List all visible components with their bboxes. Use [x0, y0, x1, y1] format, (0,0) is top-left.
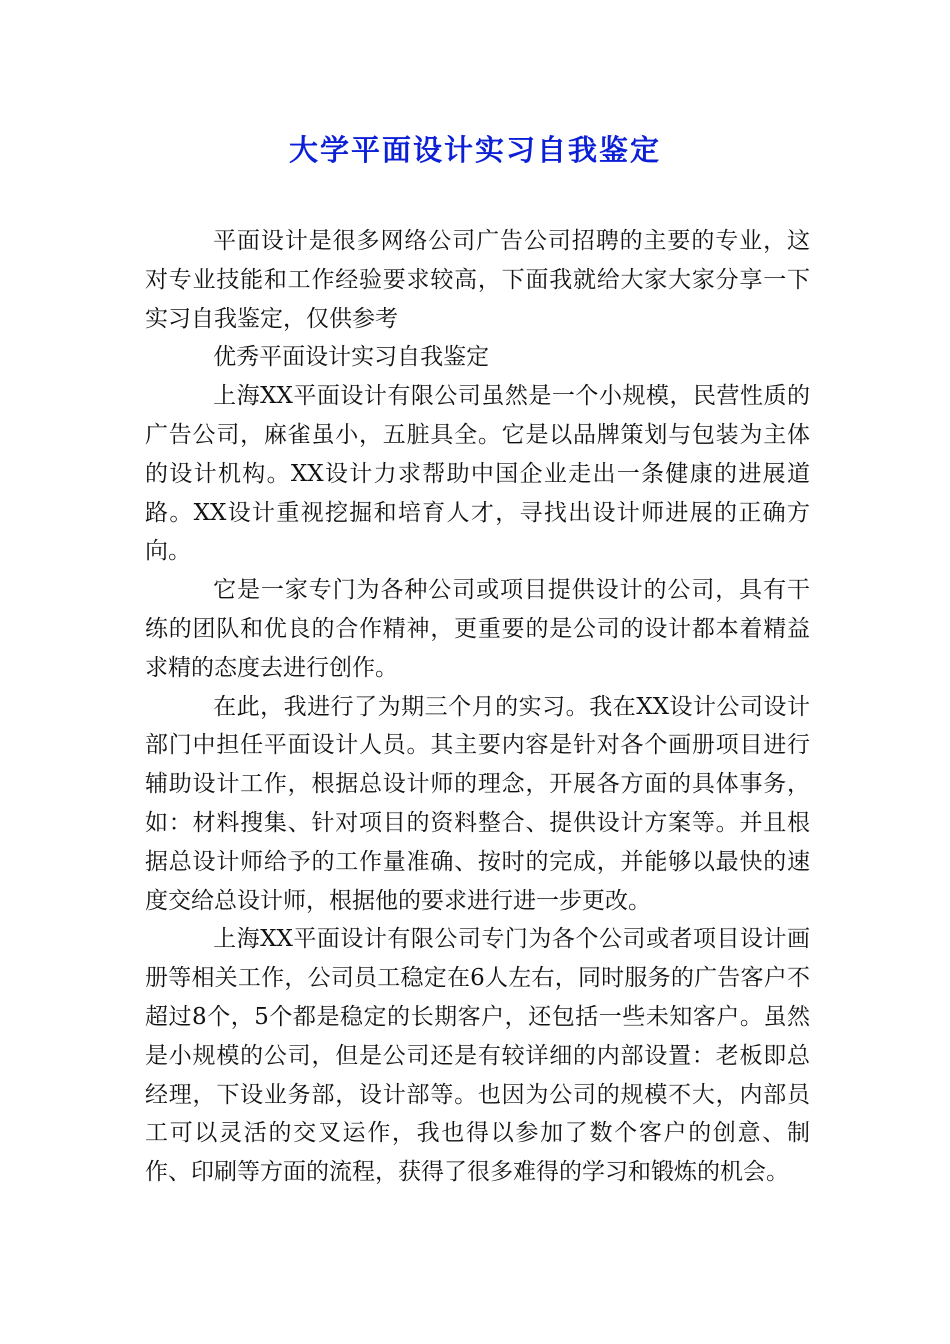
- paragraph-team: 它是一家专门为各种公司或项目提供设计的公司，具有干练的团队和优良的合作精神，更重要的是公司的设计都本着精益求精的态度去进行创作。: [145, 577, 810, 681]
- paragraph-company: 上海XX平面设计有限公司虽然是一个小规模，民营性质的广告公司，麻雀虽小，五脏具全。它是以品牌策划与包装为主体的设计机构。XX设计力求帮助中国企业走出一条健康的进展道路。XX设计重视挖掘和培育人才，寻找出设计师进展的正确方向。: [145, 383, 810, 565]
- paragraph-intro: 平面设计是很多网络公司广告公司招聘的主要的专业，这对专业技能和工作经验要求较高，下面我就给大家大家分享一下实习自我鉴定，仅供参考: [145, 228, 810, 332]
- paragraph-internship: 在此，我进行了为期三个月的实习。我在XX设计公司设计部门中担任平面设计人员。其主要内容是针对各个画册项目进行辅助设计工作，根据总设计师的理念，开展各方面的具体事务，如：材料搜集、针对项目的资料整合、提供设计方案等。并且根据总设计师给予的工作量准确、按时的完成，并能够以最快的速度交给总设计师，根据他的要求进行进一步更改。: [145, 693, 810, 914]
- paragraph-subheading: 优秀平面设计实习自我鉴定: [213, 344, 490, 371]
- document-body: [145, 222, 810, 1192]
- document-title: 大学平面设计实习自我鉴定: [288, 133, 661, 167]
- paragraph-structure: 上海XX平面设计有限公司专门为各个公司或者项目设计画册等相关工作，公司员工稳定在6人左右，同时服务的广告客户不超过8个，5个都是稳定的长期客户，还包括一些未知客户。虽然是小规模的公司，但是公司还是有较详细的内部设置：老板即总经理，下设业务部，设计部等。也因为公司的规模不大，内部员工可以灵活的交叉运作，我也得以参加了数个客户的创意、制作、印刷等方面的流程，获得了很多难得的学习和锻炼的机会。: [145, 926, 810, 1186]
